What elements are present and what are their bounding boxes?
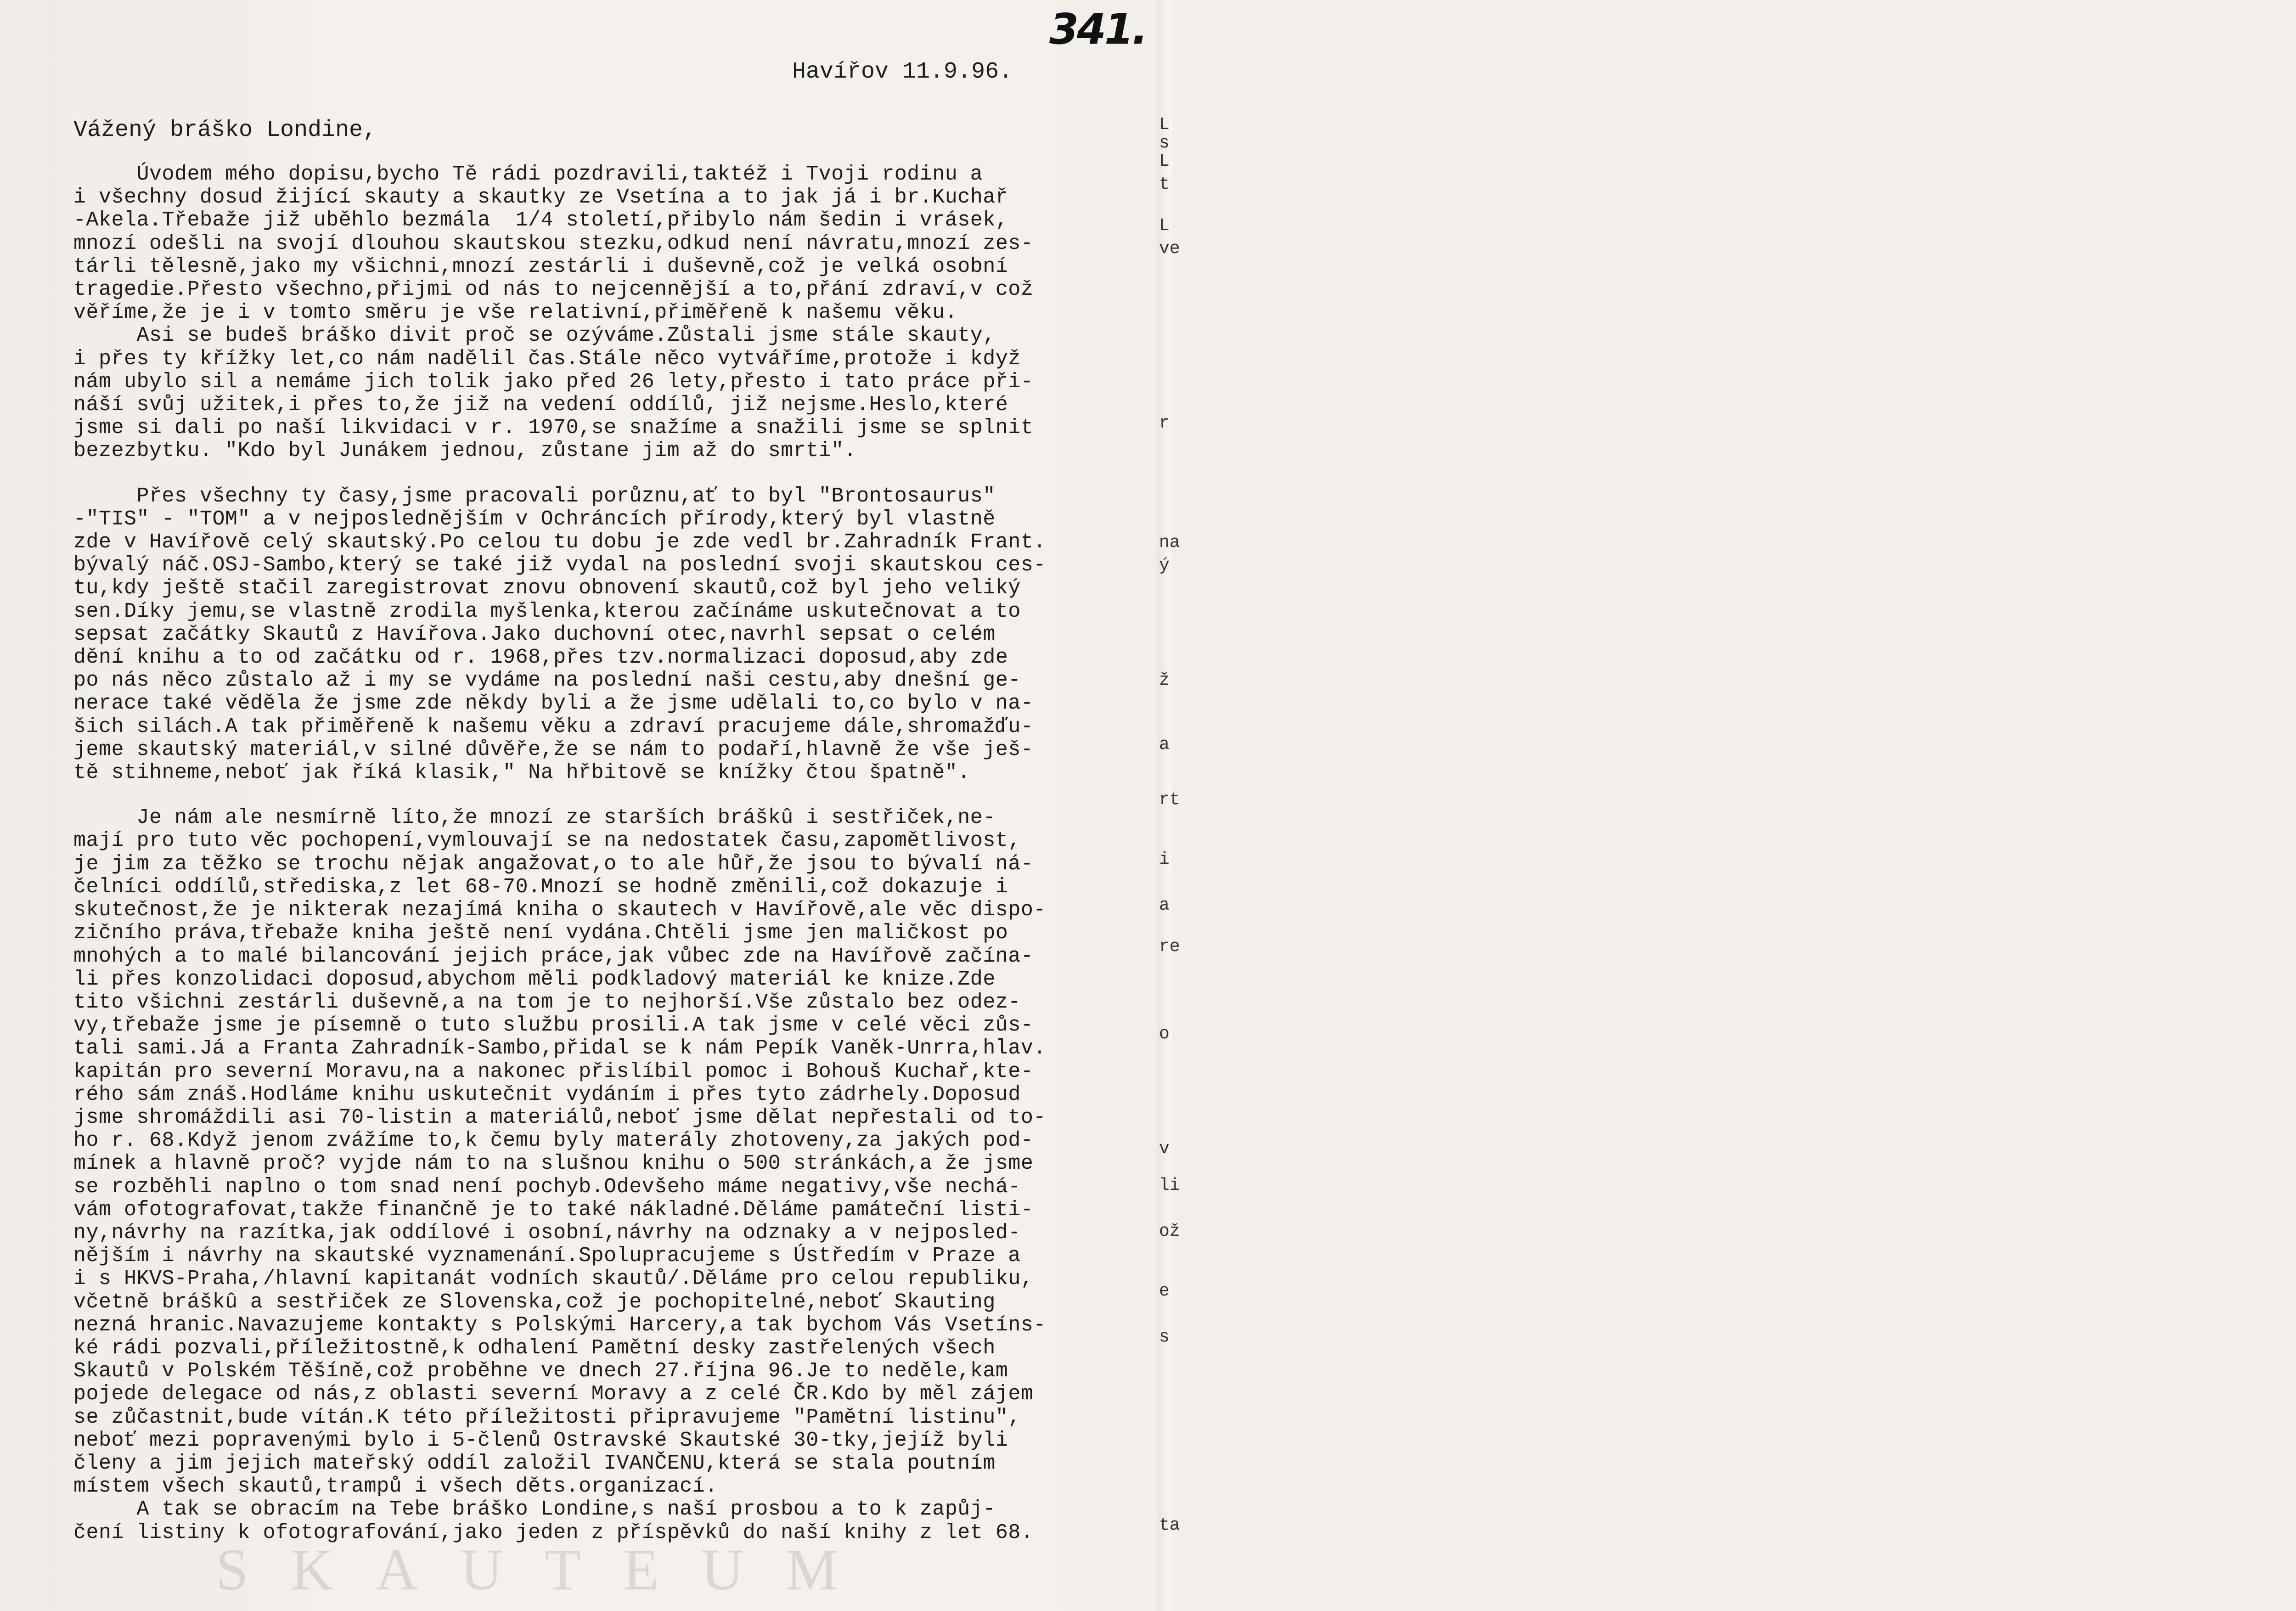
margin-fragment: ve — [1159, 239, 1180, 259]
margin-fragment: L — [1159, 115, 1170, 135]
text-line: čení listiny k ofotografování,jako jeden z příspěvků do naší knihy z let 68. — [73, 1521, 1034, 1544]
paragraph — [73, 163, 1148, 463]
salutation: Vážený bráško Londine, — [73, 117, 377, 143]
letter-body — [73, 163, 1148, 1544]
text-line: jsme si dali po naší likvidaci v r. 1970,se snažíme a snažili jsme se splnit — [73, 416, 1034, 440]
text-line: zičního práva,třebaže kniha ještě není vydána.Chtěli jsme jen maličkost po — [73, 921, 1008, 945]
text-line: bývalý náč.OSJ-Sambo,který se také již vydal na poslední svoji skautskou ces- — [73, 553, 1046, 577]
text-line: se zůčastnit,bude vítán.K této příležitosti připravujeme "Pamětní listinu", — [73, 1405, 1021, 1429]
text-line: místem všech skautů,trampů i všech děts.organizací. — [73, 1475, 718, 1498]
text-line: je jim za těžko se trochu nějak angažovat,o to ale hůř,že jsou to bývalí ná- — [73, 852, 1034, 876]
text-line: sepsat začátky Skautů z Havířova.Jako duchovní otec,navrhl sepsat o celém — [73, 622, 996, 646]
text-line: skutečnost,že je nikterak nezajímá kniha o skautech v Havířově,ale věc dispo- — [73, 898, 1046, 922]
text-line: se rozběhli naplno o tom snad není pochyb.Odevšeho máme negativy,vše nechá- — [73, 1175, 1021, 1199]
paragraph — [73, 485, 1148, 785]
text-line: členy a jim jejich mateřský oddíl založil IVANČENU,která se stala poutním — [73, 1451, 996, 1475]
text-line: sen.Díky jemu,se vlastně zrodila myšlenka,kterou začínáme uskutečnovat a to — [73, 599, 1021, 623]
margin-fragment: a — [1159, 896, 1170, 915]
text-line: zde v Havířově celý skautský.Po celou tu dobu je zde vedl br.Zahradník Frant. — [73, 530, 1046, 554]
margin-fragment: r — [1159, 413, 1170, 433]
margin-fragment: v — [1159, 1139, 1170, 1159]
place-date: Havířov 11.9.96. — [792, 59, 1013, 85]
margin-fragment: rt — [1159, 790, 1180, 810]
text-line: nerace také věděla že jsme zde někdy byli a že jsme udělali to,co bylo v na- — [73, 692, 1034, 715]
text-line: kapitán pro severní Moravu,na a nakonec přislíbil pomoc i Bohouš Kuchař,kte- — [73, 1059, 1034, 1083]
text-line: tito všichni zestárli duševně,a na tom je to nejhorší.Vše zůstalo bez odez- — [73, 990, 1021, 1014]
text-line: bezezbytku. "Kdo byl Junákem jednou, zůstane jim až do smrti". — [73, 439, 857, 463]
margin-fragment: li — [1159, 1176, 1180, 1195]
text-line: -Akela.Třebaže již uběhlo bezmála 1/4 století,přibylo nám šedin i vrásek, — [73, 208, 1008, 232]
text-line: Přes všechny ty časy,jsme pracovali porůznu,ať to byl "Brontosaurus" — [73, 484, 996, 508]
text-line: tě stihneme,neboť jak říká klasik," Na hřbitově se knížky čtou špatně". — [73, 761, 970, 785]
margin-fragment: ý — [1159, 556, 1170, 575]
margin-fragment: ž — [1159, 670, 1170, 690]
text-line: rého sám znáš.Hodláme knihu uskutečnit vydáním i přes tyto zádrhely.Doposud — [73, 1082, 1021, 1106]
text-line: náší svůj užitek,i přes to,že již na vedení oddílů, již nejsme.Heslo,které — [73, 393, 1008, 417]
text-line: ny,návrhy na razítka,jak oddílové i osobní,návrhy na odznaky a v nejposled- — [73, 1221, 1021, 1245]
margin-fragment: ož — [1159, 1222, 1180, 1241]
text-line: i všechny dosud žijící skauty a skautky ze Vsetína a to jak já i br.Kuchař — [73, 186, 1008, 209]
text-line: tragedie.Přesto všechno,přijmi od nás to nejcennější a to,přání zdraví,v což — [73, 278, 1034, 302]
margin-fragment: o — [1159, 1024, 1170, 1044]
text-line: věříme,že je i v tomto směru je vše relativní,přiměřeně k našemu věku. — [73, 301, 958, 325]
margin-fragment: i — [1159, 850, 1170, 869]
text-line: nezná hranic.Navazujeme kontakty s Polskými Harcery,a tak bychom Vás Vsetíns- — [73, 1313, 1046, 1337]
margin-fragment: e — [1159, 1281, 1170, 1301]
text-line: A tak se obracím na Tebe bráško Londine,s naší prosbou a to k zapůj- — [73, 1498, 996, 1521]
text-line: Je nám ale nesmírně líto,že mnozí ze starších bráškû i sestřiček,ne- — [73, 806, 996, 830]
text-line: po nás něco zůstalo až i my se vydáme na poslední naši cestu,aby dnešní ge- — [73, 669, 1021, 693]
margin-fragment: L — [1159, 152, 1170, 171]
text-line: mínek a hlavně proč? vyjde nám to na slušnou knihu o 500 stránkách,a že jsme — [73, 1152, 1034, 1176]
text-line: li přes konzolidaci doposud,abychom měli podkladový materiál ke knize.Zde — [73, 967, 996, 991]
text-line: nám ubylo sil a nemáme jich tolik jako před 26 lety,přesto i tato práce při- — [73, 370, 1034, 394]
text-line: pojede delegace od nás,z oblasti severní Moravy a z celé ČR.Kdo by měl zájem — [73, 1382, 1034, 1406]
margin-fragment: re — [1159, 937, 1180, 957]
text-line: vy,třebaže jsme je písemně o tuto službu prosili.A tak jsme v celé věci zůs- — [73, 1014, 1034, 1037]
margin-fragment: s — [1159, 1327, 1170, 1347]
text-line: vám ofotografovat,takže finančně je to také nákladné.Děláme památeční listi- — [73, 1198, 1034, 1222]
text-line: jeme skautský materiál,v silné důvěře,že se nám to podaří,hlavně že vše ješ- — [73, 738, 1034, 761]
margin-fragment: na — [1159, 533, 1180, 552]
text-line: neboť mezi popravenými bylo i 5-členů Ostravské Skautské 30-tky,jejíž byli — [73, 1428, 1008, 1452]
text-line: nějším i návrhy na skautské vyznamenání.Spolupracujeme s Ústředím v Praze a — [73, 1244, 1021, 1268]
text-line: Asi se budeš bráško divit proč se ozýváme.Zůstali jsme stále skauty, — [73, 324, 996, 348]
text-line: Skautů v Polském Těšíně,což proběhne ve dnech 27.října 96.Je to neděle,kam — [73, 1359, 1008, 1383]
text-line: tárli tělesně,jako my všichni,mnozí zestárli i duševně,což je velká osobní — [73, 254, 1008, 278]
text-line: jsme shromáždili asi 70-listin a materiálů,neboť jsme dělat nepřestali od to- — [73, 1105, 1046, 1129]
text-line: i s HKVS-Praha,/hlavní kapitanát vodních skautů/.Děláme pro celou republiku, — [73, 1267, 1034, 1291]
margin-fragment: s — [1159, 133, 1170, 153]
text-line: mají pro tuto věc pochopení,vymlouvají se na nedostatek času,zapomětlivost, — [73, 829, 1021, 853]
margin-fragment: a — [1159, 735, 1170, 755]
text-line: i přes ty křížky let,co nám nadělil čas.Stále něco vytváříme,protože i když — [73, 347, 1021, 371]
text-line: dění knihu a to od začátku od r. 1968,přes tzv.normalizaci doposud,aby zde — [73, 646, 1008, 670]
watermark: SKAUTEUM — [216, 1537, 881, 1602]
margin-fragment: t — [1159, 175, 1170, 194]
text-line: -"TIS" - "TOM" a v nejposlednějším v Ochráncích přírody,který byl vlastně — [73, 507, 996, 531]
margin-fragment: L — [1159, 216, 1170, 236]
page-number: 341. — [1049, 5, 1146, 54]
text-line: Úvodem mého dopisu,bycho Tě rádi pozdravili,taktéž i Tvoji rodinu a — [73, 163, 983, 186]
text-line: čelníci oddílů,střediska,z let 68-70.Mnozí se hodně změnili,což dokazuje i — [73, 875, 1008, 899]
text-line: ké rádi pozvali,příležitostně,k odhalení Pamětní desky zastřelených všech — [73, 1336, 996, 1360]
paragraph — [73, 806, 1148, 1544]
text-line: tu,kdy ještě stačil zaregistrovat znovu obnovení skautů,což byl jeho veliký — [73, 576, 1021, 600]
text-line: tali sami.Já a Franta Zahradník-Sambo,přidal se k nám Pepík Vaněk-Unrra,hlav. — [73, 1036, 1046, 1060]
text-line: ho r. 68.Když jenom zvážíme to,k čemu byly materály zhotoveny,za jakých pod- — [73, 1129, 1034, 1153]
text-line: šich silách.A tak přiměřeně k našemu věku a zdraví pracujeme dále,shromažďu- — [73, 715, 1034, 738]
text-line: včetně bráškû a sestřiček ze Slovenska,což je pochopitelné,neboť Skauting — [73, 1290, 996, 1314]
text-line: mnohých a to malé bilancování jejich práce,jak vůbec zde na Havířově začína- — [73, 944, 1034, 968]
text-line: mnozí odešli na svojí dlouhou skautskou stezku,odkud není návratu,mnozí zes- — [73, 231, 1034, 255]
margin-fragment: ta — [1159, 1515, 1180, 1535]
